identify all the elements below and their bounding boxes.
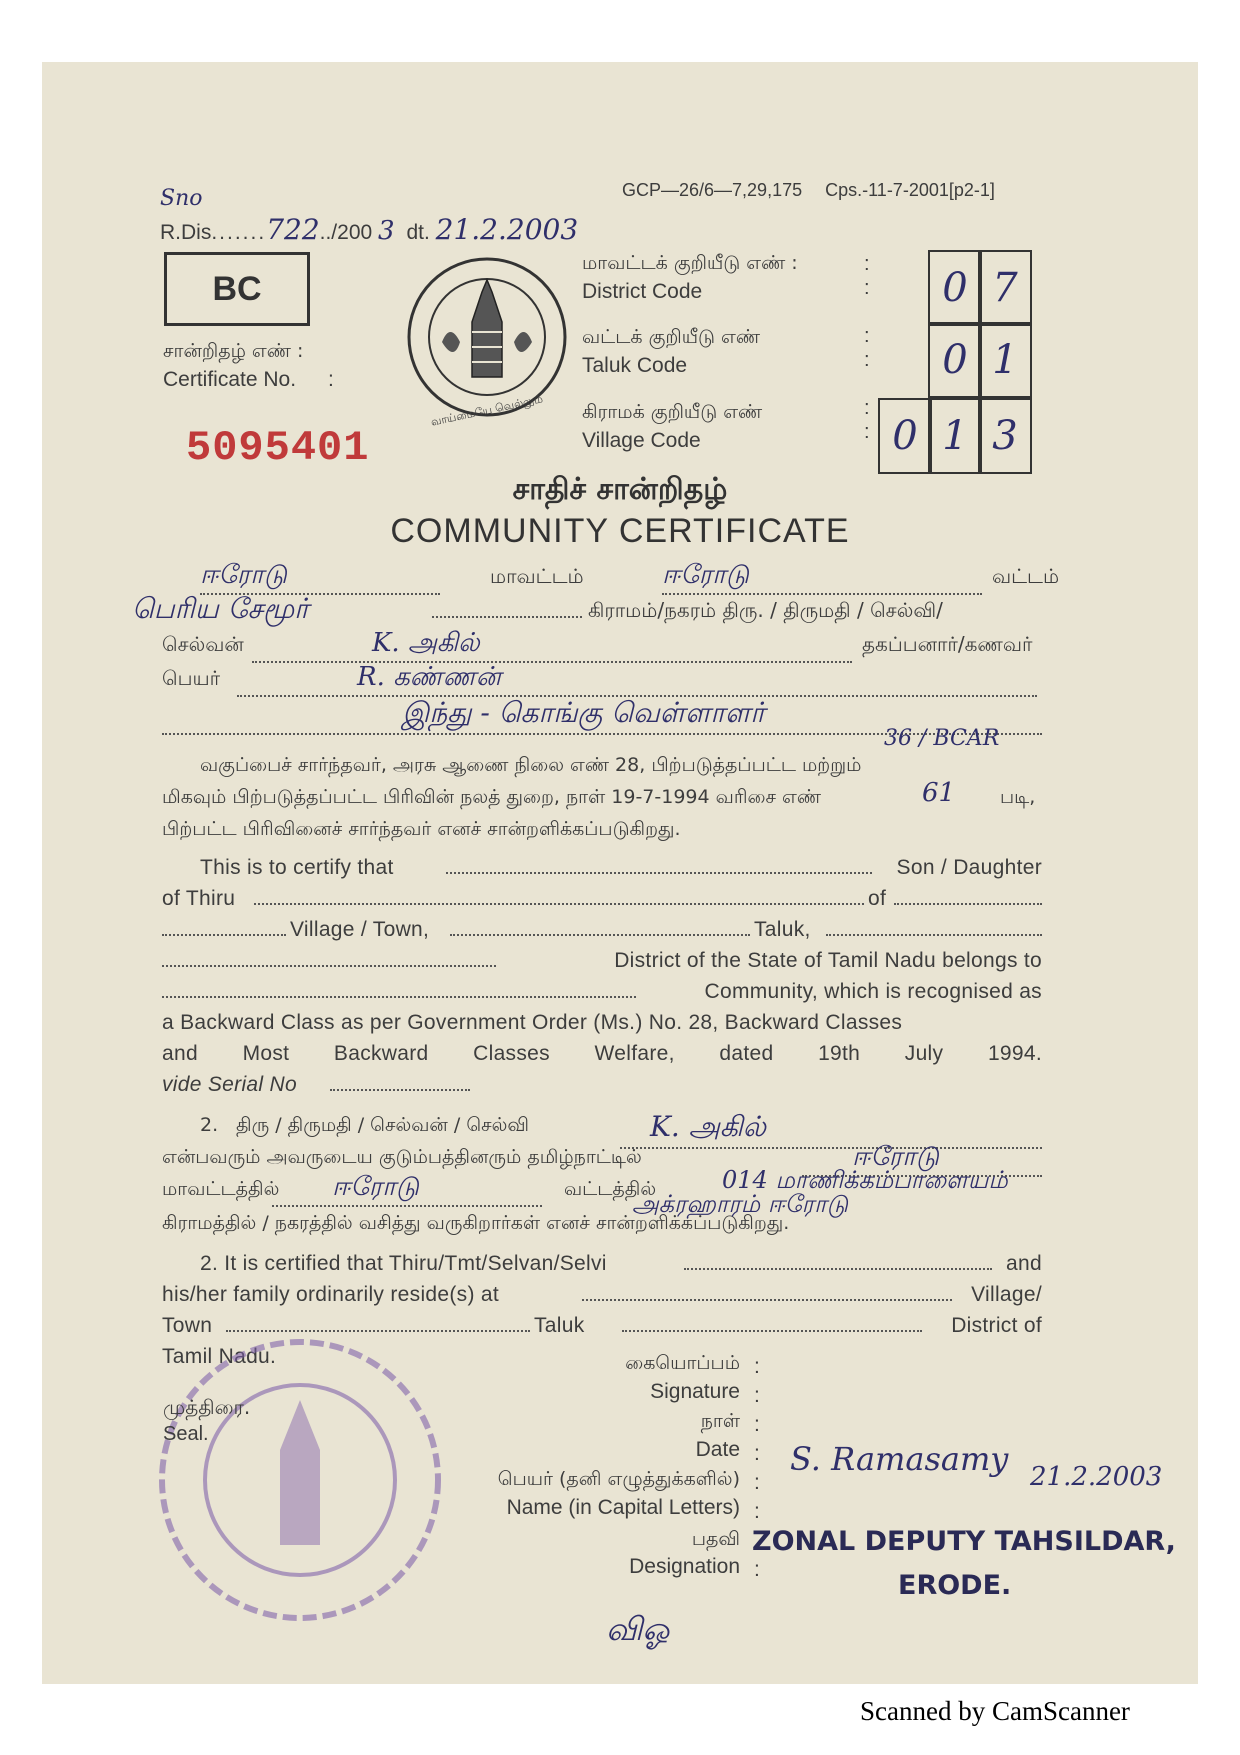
english-line-6: a Backward Class as per Government Order (Ms.) No. 28, Backward Classes xyxy=(162,1011,903,1034)
district-code-label-tamil: மாவட்டக் குறியீடு எண் : xyxy=(582,252,798,274)
seal-label-english: Seal. xyxy=(163,1423,209,1445)
residence-titles: திரு / திருமதி / செல்வன் / செல்வி xyxy=(236,1114,530,1136)
english-line-1-end: Son / Daughter xyxy=(896,856,1042,879)
designation-stamp-line-2: ERODE. xyxy=(898,1570,1012,1601)
residence-line-2-fill: ஈரோடு xyxy=(802,1142,1042,1177)
sno-annotation: Sno xyxy=(160,186,203,211)
district-label: மாவட்டம் xyxy=(490,564,584,588)
emblem-motto: வாய்மையே வெல்லும் xyxy=(429,392,545,429)
residence-english-line-3-taluk: Taluk xyxy=(534,1314,585,1337)
village-fill: பெரிய சேமூர் xyxy=(132,592,309,625)
tamil-line-3 xyxy=(162,628,1042,660)
designation-stamp-line-1: ZONAL DEPUTY TAHSILDAR, xyxy=(752,1526,1176,1557)
residence-num: 2. xyxy=(200,1114,219,1136)
father-label: தகப்பனார்/கணவர் xyxy=(862,632,1033,656)
r-dis-year-prefix: 200 xyxy=(337,221,373,244)
scanner-footer: Scanned by CamScanner xyxy=(860,1696,1130,1726)
name-fill: K. அகில் xyxy=(252,628,852,663)
initials: விஓ xyxy=(606,1610,670,1648)
cps-ref: Cps.-11-7-2001[p2-1] xyxy=(825,180,995,200)
signature-date: 21.2.2003 xyxy=(1030,1462,1163,1492)
certificate-no-label: Certificate No. xyxy=(163,368,297,391)
signature-label-tamil: கையொப்பம் xyxy=(625,1352,740,1374)
village-code-digit-1: 0 xyxy=(878,398,932,474)
peyar-label: பெயர் xyxy=(162,666,221,690)
tamil-line-4 xyxy=(162,662,1042,694)
padi-text: படி, xyxy=(1000,786,1036,808)
officer-signature: S. Ramasamy xyxy=(790,1440,1009,1478)
english-line-8 xyxy=(162,1069,1042,1100)
english-line-4 xyxy=(162,945,1042,976)
english-line-1 xyxy=(200,852,1042,883)
designation-label: Designation xyxy=(629,1555,740,1578)
residence-line-3-label-a: மாவட்டத்தில் xyxy=(162,1178,280,1200)
tamil-para-line-2: மிகவும் பிற்படுத்தப்பட்ட பிரிவின் நலத் துறை, நாள் 19-7-1994 வரிசை எண் xyxy=(162,786,822,808)
taluk-code-label-tamil: வட்டக் குறியீடு எண் xyxy=(582,326,761,348)
residence-tamil-line-4-fill: அக்ரஹாரம் ஈரோடு xyxy=(632,1190,849,1218)
father-name-fill: R. கண்ணன் xyxy=(237,662,1037,697)
village-code-digit-3: 3 xyxy=(978,398,1032,474)
district-code-digit-2: 7 xyxy=(978,250,1032,326)
tamil-line-2 xyxy=(132,592,1042,626)
title-english: COMMUNITY CERTIFICATE xyxy=(390,512,850,550)
residence-tamil-line-1 xyxy=(200,1110,1042,1142)
residence-english-line-2 xyxy=(162,1279,1042,1310)
residence-english-line-1 xyxy=(200,1248,1042,1279)
english-line-3-taluk: Taluk, xyxy=(754,918,811,941)
tamil-para-line-3: பிற்பட்ட பிரிவினைச் சார்ந்தவர் எனச் சான்றளிக்கப்படுகிறது. xyxy=(162,818,681,840)
village-code-label: Village Code xyxy=(582,429,701,452)
seal-label-tamil: முத்திரை. xyxy=(163,1395,251,1419)
serial-annotation: 36 / BCAR xyxy=(884,726,1000,751)
tamil-nadu-emblem xyxy=(402,252,572,422)
taluk-code-digit-2: 1 xyxy=(978,322,1032,398)
english-line-2 xyxy=(162,883,1042,914)
name-label: Name (in Capital Letters) xyxy=(506,1496,740,1519)
english-line-7: and Most Backward Classes Welfare, dated 19th July 1994. xyxy=(162,1042,1042,1065)
taluk-label: வட்டம் xyxy=(992,564,1060,588)
title-tamil: சாதிச் சான்றிதழ் xyxy=(512,472,728,507)
tamil-para-line-1: வகுப்பைச் சார்ந்தவர், அரசு ஆணை நிலை எண் 28, பிற்படுத்தப்பட்ட மற்றும் xyxy=(200,754,862,776)
certificate-no-label-tamil: சான்றிதழ் எண் : xyxy=(163,340,304,362)
village-code-label-tamil: கிராமக் குறியீடு எண் xyxy=(582,401,763,423)
bc-box: BC xyxy=(164,252,310,326)
taluk-fill: ஈரோடு xyxy=(662,560,982,595)
r-dis-line: R.Dis.......722../200 3 dt. 21.2.2003 xyxy=(160,213,579,246)
residence-english-line-2-start: his/her family ordinarily reside(s) at xyxy=(162,1283,500,1306)
english-line-1-start: This is to certify that xyxy=(200,856,394,879)
certificate-no-label-english: Certificate No. : xyxy=(163,368,334,391)
english-line-2-of: of xyxy=(868,887,887,910)
certificate-number: 5095401 xyxy=(186,424,370,472)
english-line-3 xyxy=(162,914,1042,945)
english-line-5 xyxy=(162,976,1042,1007)
r-dis-year-suffix: 3 xyxy=(378,216,395,246)
community-fill: இந்து - கொங்கு வெள்ளாளர் xyxy=(162,696,1042,735)
gcp-ref: GCP—26/6—7,29,175 xyxy=(622,180,803,200)
serial-fill: 61 xyxy=(922,778,956,808)
residence-line-3-fill-b: 014 மாணிக்கம்பாளையம் xyxy=(722,1166,1008,1194)
district-code-digit-1: 0 xyxy=(928,250,982,326)
residence-tamil-line-3 xyxy=(162,1166,1042,1206)
signature-colons: : : : : : : : xyxy=(754,1355,760,1581)
residence-english-line-1-end: and xyxy=(1006,1252,1042,1275)
residence-line-3-label-b: வட்டத்தில் xyxy=(564,1178,657,1200)
residence-tamil-line-4-row xyxy=(162,1190,1042,1240)
residence-line-2-label: என்பவரும் அவருடைய குடும்பத்தினரும் தமிழ்நாட்டில் xyxy=(162,1146,642,1168)
residence-name-fill: K. அகில் xyxy=(620,1110,1042,1149)
english-line-5-text: Community, which is recognised as xyxy=(704,980,1042,1003)
district-code-label: District Code xyxy=(582,280,703,303)
selvan-label: செல்வன் xyxy=(162,632,244,656)
dt-value: 21.2.2003 xyxy=(435,213,579,246)
code-colons: : : : : : : xyxy=(864,253,870,443)
village-code-digit-2: 1 xyxy=(928,398,982,474)
residence-tamil-line-4: கிராமத்தில் / நகரத்தில் வசித்து வருகிறார்கள் எனச் சான்றளிக்கப்படுகிறது. xyxy=(162,1212,790,1234)
residence-line-3-fill-a: ஈரோடு xyxy=(272,1172,542,1207)
english-line-8-text: vide Serial No xyxy=(162,1073,297,1096)
district-fill: ஈரோடு xyxy=(200,560,440,595)
tamil-line-1 xyxy=(162,560,1060,592)
date-label: Date xyxy=(695,1438,740,1461)
signature-label: Signature xyxy=(650,1380,740,1403)
english-line-3-village: Village / Town, xyxy=(290,918,430,941)
tamil-para-line-2-row xyxy=(162,778,1042,816)
designation-label-tamil: பதவி xyxy=(691,1528,740,1550)
residence-english-line-1-start: 2. It is certified that Thiru/Tmt/Selvan/Selvi xyxy=(200,1252,607,1275)
r-dis-number: 722 xyxy=(266,213,320,246)
residence-english-line-3-town: Town xyxy=(162,1314,213,1337)
dt-label: dt. xyxy=(406,221,430,244)
residence-english-line-3-district: District of xyxy=(951,1314,1042,1337)
residence-english-line-2-end: Village/ xyxy=(971,1283,1042,1306)
date-label-tamil: நாள் xyxy=(700,1410,740,1432)
residence-english-line-4: Tamil Nadu. xyxy=(162,1345,277,1368)
english-line-2-start: of Thiru xyxy=(162,887,236,910)
name-label-tamil: பெயர் (தனி எழுத்துக்களில்) xyxy=(497,1468,740,1490)
taluk-code-label: Taluk Code xyxy=(582,354,688,377)
village-label: கிராமம்/நகரம் திரு. / திருமதி / செல்வி/ xyxy=(588,598,943,622)
gcp-reference xyxy=(622,180,995,201)
r-dis-label: R.Dis xyxy=(160,221,212,244)
english-line-4-text: District of the State of Tamil Nadu belongs to xyxy=(614,949,1042,972)
taluk-code-digit-1: 0 xyxy=(928,322,982,398)
